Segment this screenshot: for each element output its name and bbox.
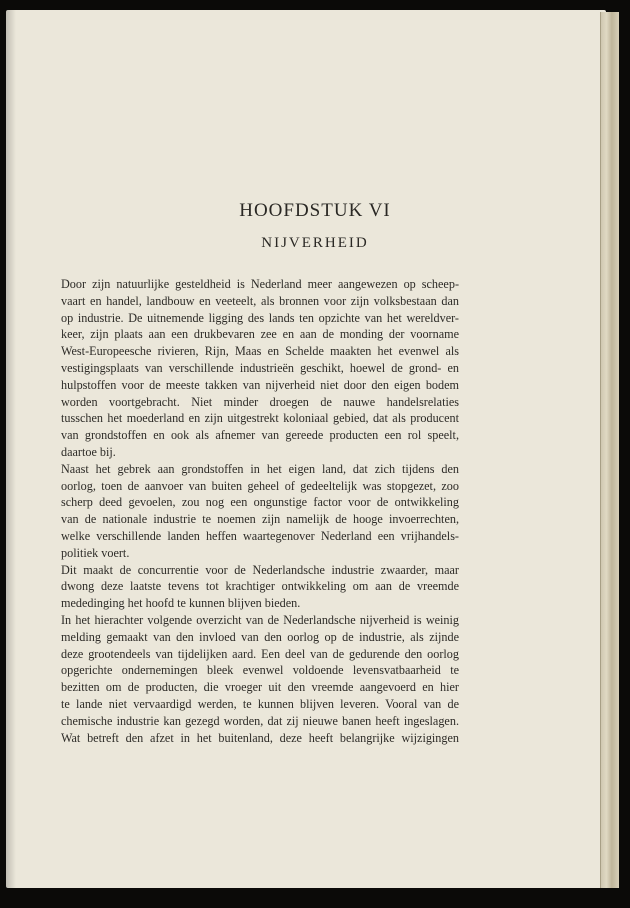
paragraph-2 — [61, 461, 459, 562]
text-line: vestigingsplaats van verschillende industrieën geschikt, hoewel de grond- en — [61, 360, 459, 375]
paragraph-3 — [61, 562, 459, 612]
text-line: van de nationale industrie te noemen zijn namelijk de hooge invoerrechten, — [61, 512, 459, 527]
text-line: politiek voert. — [61, 545, 130, 560]
text-line: melding gemaakt van den invloed van den oorlog op de industrie, als zijnde — [61, 629, 459, 644]
page-edges — [600, 12, 619, 888]
text-line: keer, zijn plaats aan een drukbevaren zee en aan de monding der voorname — [61, 327, 459, 342]
text-line: worden voortgebracht. Niet minder droegen de nauwe handelsrelaties — [61, 394, 459, 409]
paragraph-4 — [61, 612, 459, 746]
paragraph-1 — [61, 276, 459, 461]
text-line: dwong deze laatste tevens tot krachtiger ontwikkeling om aan de vreemde — [61, 579, 459, 594]
text-line: van grondstoffen en ook als afnemer van gereede producten een rol speelt, — [61, 428, 459, 443]
text-line: opgerichte ondernemingen bleek evenwel voldoende levensvatbaarheid te — [61, 663, 459, 678]
text-line: hulpstoffen voor de meeste takken van nijverheid niet door den eigen bodem — [61, 377, 459, 392]
binding-shadow — [6, 10, 16, 888]
section-title: NIJVERHEID — [261, 235, 369, 251]
body-text — [61, 276, 459, 746]
text-line: Naast het gebrek aan grondstoffen in het eigen land, dat zich tijdens den — [61, 461, 459, 476]
text-line: chemische industrie kan gezegd worden, dat zij nieuwe banen heeft ingeslagen. — [61, 713, 459, 728]
text-line: Door zijn natuurlijke gesteldheid is Nederland meer aangewezen op scheep- — [61, 277, 459, 291]
text-line: Dit maakt de concurrentie voor de Nederlandsche industrie zwaarder, maar — [61, 562, 459, 577]
text-line: scherp deed gevoelen, zou nog een ongunstige factor voor de ontwikkeling — [61, 495, 459, 510]
text-line: West-Europeesche rivieren, Rijn, Maas en Schelde maakten het evenwel als — [61, 344, 459, 359]
text-line: te lande niet vervaardigd werden, te kunnen blijven leveren. Vooral van de — [61, 696, 459, 711]
text-line: tusschen het moederland en zijn uitgestrekt koloniaal gebied, dat als producent — [61, 411, 459, 426]
text-line: bezitten om de producten, die vroeger uit den vreemde aangevoerd en hier — [61, 680, 459, 695]
text-line: op industrie. De uitnemende ligging des lands ten opzichte van het wereldver- — [61, 310, 459, 325]
text-line: vaart en handel, landbouw en veeteelt, als bronnen voor zijn volksbestaan dan — [61, 293, 459, 308]
text-line: Wat betreft den afzet in het buitenland, deze heeft belangrijke wijzigingen — [61, 730, 459, 745]
text-line: In het hierachter volgende overzicht van de Nederlandsche nijverheid is weinig — [61, 612, 459, 627]
text-line: mededinging het hoofd te kunnen blijven bieden. — [61, 596, 301, 611]
chapter-title: HOOFDSTUK VI — [239, 200, 391, 221]
text-line: daartoe bij. — [61, 444, 116, 459]
text-line: welke verschillende landen heffen waartegenover Nederland een vrijhandels- — [61, 528, 459, 543]
text-line: deze grootendeels van tijdelijken aard. Een deel van de gedurende den oorlog — [61, 646, 459, 661]
text-line: oorlog, toen de aanvoer van buiten geheel of gedeeltelijk was stopgezet, zoo — [61, 478, 459, 493]
